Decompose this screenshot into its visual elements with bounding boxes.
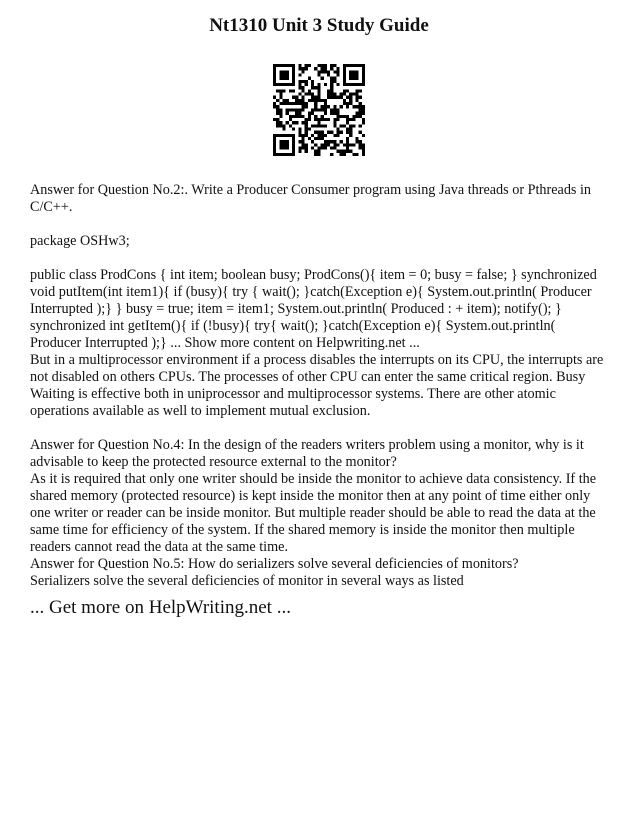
document-body <box>30 182 610 590</box>
qr-code-icon <box>273 64 365 156</box>
get-more-link[interactable]: ... Get more on HelpWriting.net ... <box>30 597 291 618</box>
paragraph-question-4: Answer for Question No.4: In the design of the readers writers problem using a monitor, why is it advisable to keep the protected resource external to the monitor? <box>30 437 584 470</box>
paragraph-answer-5: Serializers solve the several deficiencies of monitor in several ways as listed <box>30 573 464 589</box>
paragraph-question-2: Answer for Question No.2:. Write a Producer Consumer program using Java threads or Pthreads in C/C++. <box>30 182 592 215</box>
paragraph-question-5: Answer for Question No.5: How do serializers solve several deficiencies of monitors? <box>30 556 519 572</box>
paragraph-code: public class ProdCons { int item; boolean busy; ProdCons(){ item = 0; busy = false; } synchronized void putItem(int item1){ if (busy){ try { wait(); }catch(Exception e){ System.out.println( Producer Interrupted );} } busy = true; item = item1; System.out.println( Produced : + item); notify(); } synchronized int getItem(){ if (!busy){ try{ wait(); }catch(Exception e){ System.out.println( Producer Interrupted );} ... Show more content on Helpwriting.net ... <box>30 267 597 351</box>
paragraph-answer-4: As it is required that only one writer should be inside the monitor to achieve data consistency. If the shared memory (protected resource) is kept inside the monitor then at any point of time either only one writer or reader can be inside monitor. But multiple reader should be able to read the data at the same time for efficiency of the system. If the shared memory is inside the monitor then multiple readers cannot read the data at the same time. <box>30 471 597 555</box>
paragraph-package: package OSHw3; <box>30 233 130 249</box>
document-title: Nt1310 Unit 3 Study Guide <box>209 15 429 36</box>
paragraph-multiprocessor: But in a multiprocessor environment if a process disables the interrupts on its CPU, the interrupts are not disabled on others CPUs. The processes of other CPU can enter the same critical region. Busy Waiting is effective both in uniprocessor and multiprocessor systems. There are other atomic operations available as well to implement mutual exclusion. <box>30 352 604 419</box>
